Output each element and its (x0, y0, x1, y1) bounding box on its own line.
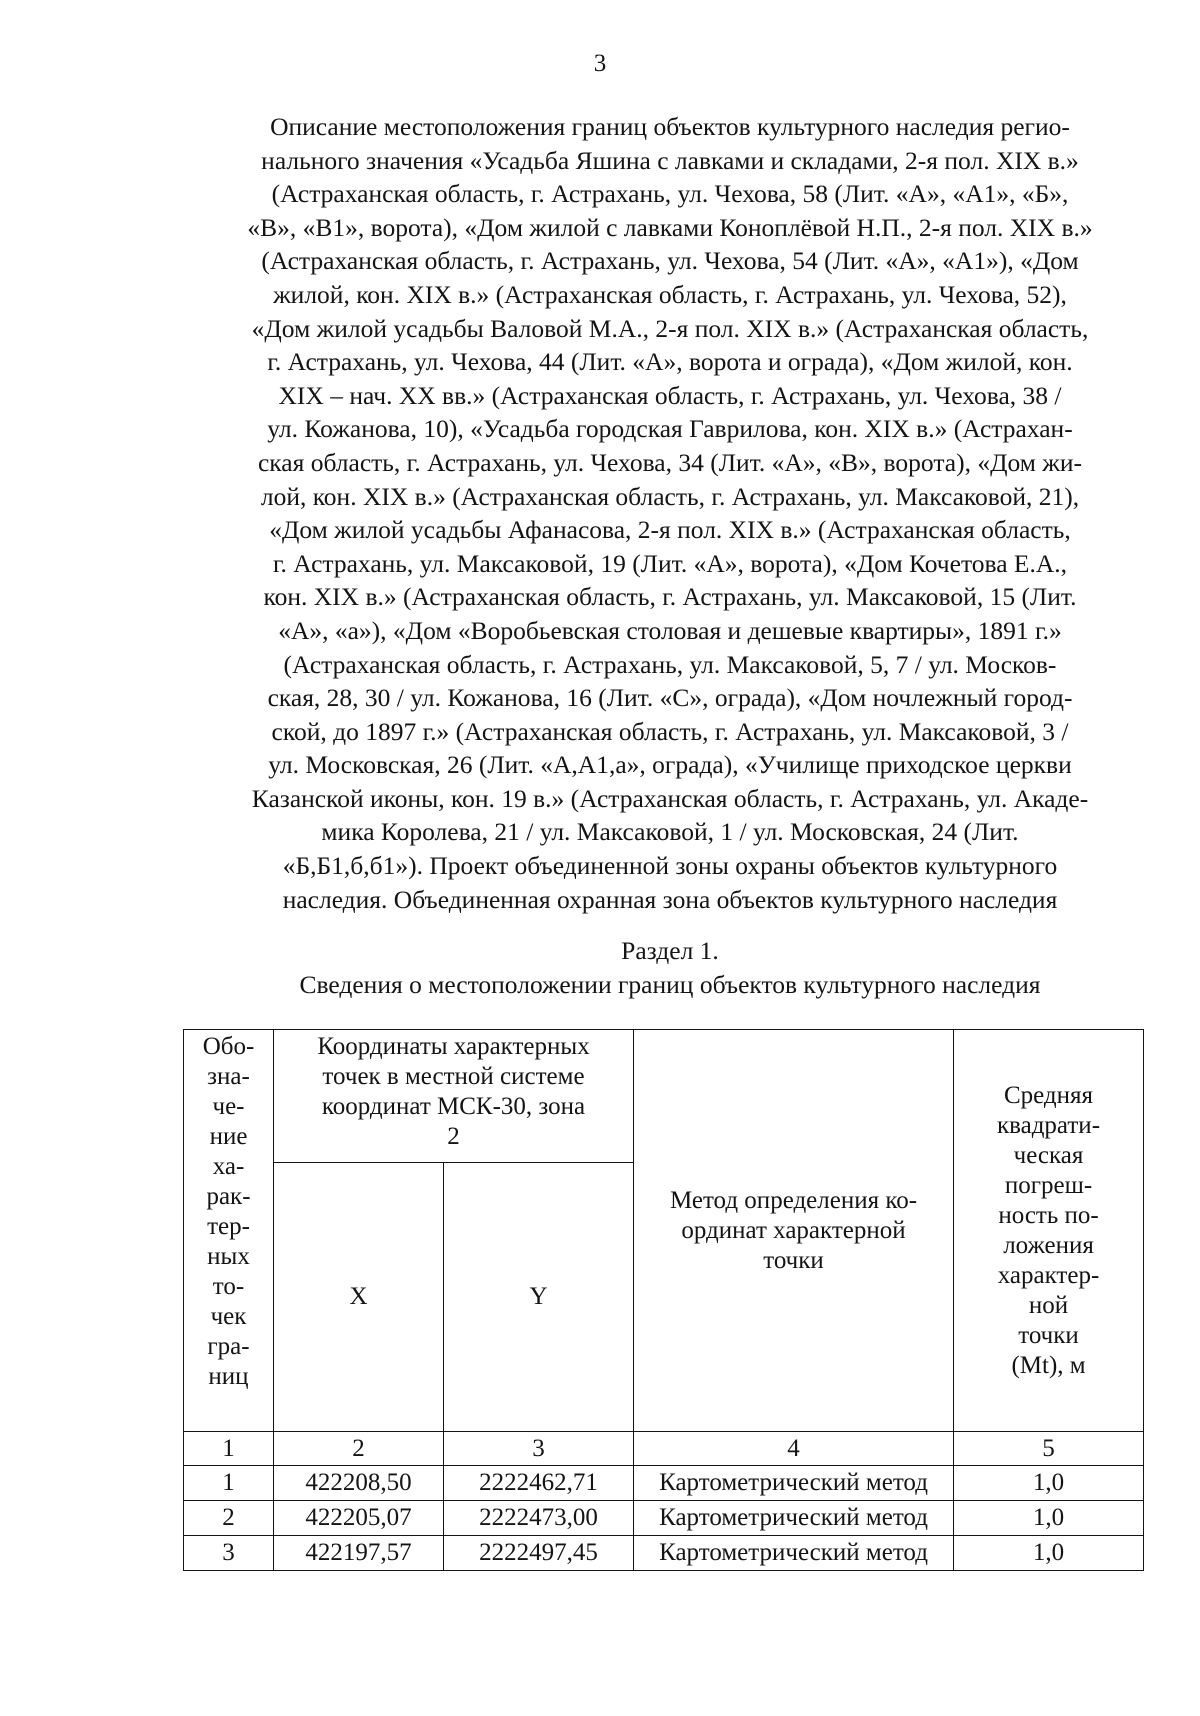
description-line: кон. XIX в.» (Астраханская область, г. Астрахань, ул. Максаковой, 15 (Лит. (263, 582, 1077, 612)
description-line: (Астраханская область, г. Астрахань, ул. Максаковой, 5, 7 / ул. Москов- (283, 649, 1057, 679)
point-number: 1 (184, 1466, 274, 1501)
header-mean-square-error: Средняя квадрати- ческая погреш- ность по- ложения характер- ной точки (Mt), м (954, 1030, 1144, 1432)
description-line: г. Астрахань, ул. Чехова, 44 (Лит. «А», ворота и ограда), «Дом жилой, кон. (267, 347, 1073, 377)
point-number: 2 (184, 1501, 274, 1536)
header-y: Y (444, 1163, 634, 1432)
column-number: 2 (274, 1432, 444, 1466)
method: Картометрический метод (634, 1536, 954, 1571)
header-point-designation: Обо- зна- че- ние ха- рак- тер- ных то- чек гра- ниц (184, 1030, 274, 1432)
column-number: 3 (444, 1432, 634, 1466)
description-line: (Астраханская область, г. Астрахань, ул. Чехова, 58 (Лит. «А», «А1», «Б», (271, 179, 1069, 209)
header-coordinates: Координаты характерных точек в местной системе координат МСК-30, зона 2 (274, 1030, 634, 1163)
description-line: г. Астрахань, ул. Максаковой, 19 (Лит. «А», ворота), «Дом Кочетова Е.А., (272, 548, 1068, 578)
method: Картометрический метод (634, 1501, 954, 1536)
column-number-row (184, 1432, 1144, 1466)
description-line: «А», «а»), «Дом «Воробьевская столовая и дешевые квартиры», 1891 г.» (278, 615, 1062, 645)
description-line: (Астраханская область, г. Астрахань, ул. Чехова, 54 (Лит. «А», «А1»), «Дом (261, 246, 1079, 276)
description-line: ул. Кожанова, 10), «Усадьба городская Гаврилова, кон. XIX в.» (Астрахан- (267, 414, 1073, 444)
section-heading (215, 934, 1125, 1002)
description-line: Описание местоположения границ объектов культурного наследия регио- (270, 112, 1070, 141)
description-line: жилой, кон. XIX в.» (Астраханская область, г. Астрахань, ул. Чехова, 52), (273, 279, 1067, 309)
description-line: ской, до 1897 г.» (Астраханская область, г. Астрахань, ул. Максаковой, 3 / (271, 716, 1069, 746)
method: Картометрический метод (634, 1466, 954, 1501)
section-subtitle: Сведения о местоположении границ объектов культурного наследия (299, 970, 1041, 999)
description-line: XIX – нач. XX вв.» (Астраханская область, г. Астрахань, ул. Чехова, 38 / (278, 380, 1062, 410)
mean-square-error: 1,0 (954, 1466, 1144, 1501)
mean-square-error: 1,0 (954, 1501, 1144, 1536)
y-coordinate: 2222462,71 (444, 1466, 634, 1501)
table-header-row (184, 1030, 1144, 1163)
x-coordinate: 422205,07 (274, 1501, 444, 1536)
x-coordinate: 422208,50 (274, 1466, 444, 1501)
object-description (190, 110, 1150, 916)
x-coordinate: 422197,57 (274, 1536, 444, 1571)
description-line: «Дом жилой усадьбы Афанасова, 2-я пол. XIX в.» (Астраханская область, (269, 515, 1071, 545)
description-line: «Дом жилой усадьбы Валовой М.А., 2-я пол. XIX в.» (Астраханская область, (251, 313, 1089, 343)
description-line: мика Королева, 21 / ул. Максаковой, 1 / ул. Московская, 24 (Лит. (321, 817, 1019, 847)
description-line: нального значения «Усадьба Яшина с лавками и складами, 2-я пол. XIX в.» (261, 145, 1079, 175)
description-line: «В», «В1», ворота), «Дом жилой с лавками Коноплёвой Н.П., 2-я пол. XIX в.» (247, 212, 1093, 242)
description-line: наследия. Объединенная охранная зона объектов культурного наследия (282, 884, 1058, 914)
table-row (184, 1536, 1144, 1571)
description-line: ул. Московская, 26 (Лит. «А,А1,а», ограда), «Училище приходское церкви (268, 750, 1072, 780)
table-row (184, 1501, 1144, 1536)
description-line: Казанской иконы, кон. 19 в.» (Астраханская область, г. Астрахань, ул. Акаде- (251, 783, 1089, 813)
header-method: Метод определения ко- ординат характерной точки (634, 1030, 954, 1432)
description-line: ская область, г. Астрахань, ул. Чехова, 34 (Лит. «А», «В», ворота), «Дом жи- (257, 447, 1083, 477)
boundary-points-table (183, 1029, 1144, 1571)
column-number: 4 (634, 1432, 954, 1466)
header-x: X (274, 1163, 444, 1432)
section-title: Раздел 1. (621, 936, 719, 965)
description-line: «Б,Б1,б,б1»). Проект объединенной зоны охраны объектов культурного (282, 851, 1058, 881)
y-coordinate: 2222497,45 (444, 1536, 634, 1571)
table-row (184, 1466, 1144, 1501)
column-number: 5 (954, 1432, 1144, 1466)
page-number: 3 (593, 50, 607, 77)
y-coordinate: 2222473,00 (444, 1501, 634, 1536)
description-line: лой, кон. XIX в.» (Астраханская область, г. Астрахань, ул. Максаковой, 21), (260, 481, 1080, 511)
column-number: 1 (184, 1432, 274, 1466)
point-number: 3 (184, 1536, 274, 1571)
description-line: ская, 28, 30 / ул. Кожанова, 16 (Лит. «С», ограда), «Дом ночлежный город- (267, 683, 1073, 713)
mean-square-error: 1,0 (954, 1536, 1144, 1571)
